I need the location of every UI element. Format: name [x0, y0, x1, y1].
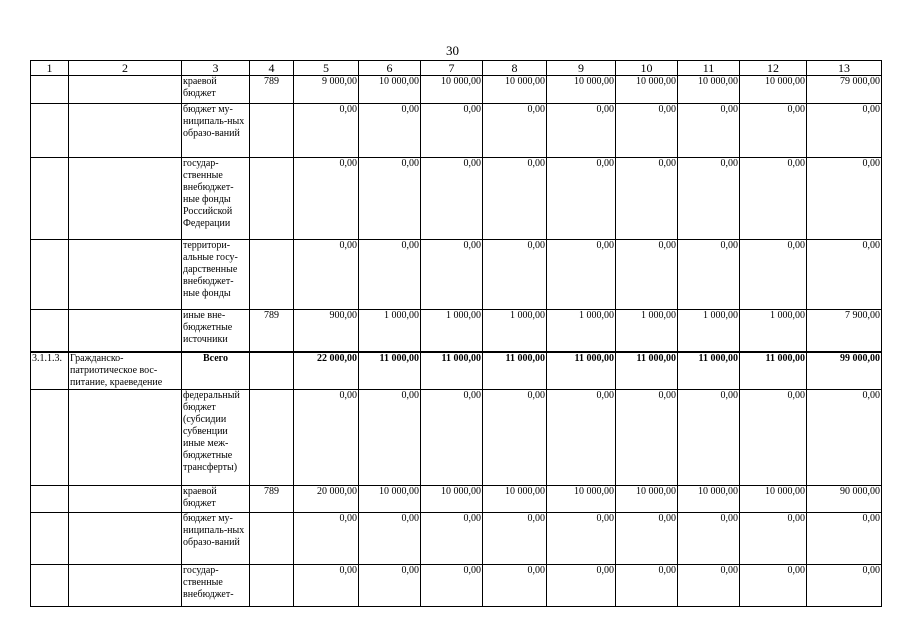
column-header: 12 [740, 61, 807, 76]
amount-cell: 0,00 [421, 512, 483, 564]
row-title-cell [69, 389, 182, 485]
amount-cell: 0,00 [483, 389, 547, 485]
table-row [31, 564, 882, 606]
amount-cell: 0,00 [678, 158, 740, 240]
amount-cell: 1 000,00 [421, 310, 483, 352]
column-header: 4 [250, 61, 294, 76]
amount-cell: 0,00 [740, 158, 807, 240]
amount-cell: 10 000,00 [740, 76, 807, 104]
amount-cell: 1 000,00 [483, 310, 547, 352]
funding-source-cell: бюджет му-ниципаль-ных образо-ваний [182, 512, 250, 564]
budget-code-cell [250, 240, 294, 310]
amount-cell: 0,00 [678, 240, 740, 310]
funding-source-cell: бюджет му-ниципаль-ных образо-ваний [182, 104, 250, 158]
amount-cell: 1 000,00 [678, 310, 740, 352]
amount-cell: 0,00 [294, 389, 359, 485]
amount-cell: 0,00 [421, 104, 483, 158]
column-header: 1 [31, 61, 69, 76]
funding-source-cell: государ-ственные внебюджет-ные фонды Российской Федерации [182, 158, 250, 240]
amount-cell: 0,00 [483, 104, 547, 158]
budget-code-cell: 789 [250, 76, 294, 104]
amount-cell: 0,00 [678, 389, 740, 485]
amount-cell: 10 000,00 [740, 485, 807, 512]
amount-cell: 0,00 [359, 240, 421, 310]
amount-cell: 0,00 [483, 512, 547, 564]
amount-cell: 0,00 [294, 512, 359, 564]
amount-cell: 0,00 [421, 389, 483, 485]
amount-cell: 0,00 [807, 104, 882, 158]
amount-cell: 10 000,00 [421, 485, 483, 512]
budget-code-cell [250, 389, 294, 485]
column-header: 6 [359, 61, 421, 76]
row-title-cell [69, 512, 182, 564]
funding-source-cell: федеральный бюджет (субсидии субвенции иные меж-бюджетные трансферты) [182, 389, 250, 485]
funding-source-cell: территори-альные госу-дарственные внебюджет-ные фонды [182, 240, 250, 310]
amount-cell: 1 000,00 [359, 310, 421, 352]
amount-cell: 11 000,00 [547, 352, 616, 390]
amount-cell: 0,00 [547, 389, 616, 485]
column-header: 8 [483, 61, 547, 76]
amount-cell: 0,00 [807, 564, 882, 606]
amount-cell: 11 000,00 [483, 352, 547, 390]
row-title-cell [69, 104, 182, 158]
column-header: 7 [421, 61, 483, 76]
amount-cell: 11 000,00 [421, 352, 483, 390]
amount-cell: 1 000,00 [740, 310, 807, 352]
funding-source-cell: государ-ственные внебюджет- [182, 564, 250, 606]
amount-cell: 10 000,00 [678, 76, 740, 104]
budget-code-cell: 789 [250, 485, 294, 512]
amount-cell: 0,00 [616, 389, 678, 485]
row-code-cell [31, 104, 69, 158]
column-header: 9 [547, 61, 616, 76]
row-code-cell [31, 158, 69, 240]
row-code-cell [31, 564, 69, 606]
funding-source-cell: иные вне-бюджетные источники [182, 310, 250, 352]
amount-cell: 0,00 [678, 512, 740, 564]
funding-source-cell: Всего [182, 352, 250, 390]
amount-cell: 0,00 [740, 104, 807, 158]
amount-cell: 0,00 [359, 512, 421, 564]
budget-code-cell [250, 158, 294, 240]
amount-cell: 0,00 [616, 240, 678, 310]
amount-cell: 0,00 [483, 158, 547, 240]
amount-cell: 10 000,00 [359, 485, 421, 512]
amount-cell: 10 000,00 [616, 485, 678, 512]
table-row [31, 104, 882, 158]
amount-cell: 0,00 [616, 512, 678, 564]
amount-cell: 79 000,00 [807, 76, 882, 104]
amount-cell: 0,00 [421, 240, 483, 310]
amount-cell: 0,00 [740, 564, 807, 606]
table-row [31, 240, 882, 310]
amount-cell: 900,00 [294, 310, 359, 352]
funding-source-cell: краевой бюджет [182, 485, 250, 512]
total-row [31, 352, 882, 390]
row-title-cell: Гражданско-патриотическое вос-питание, краеведение [69, 352, 182, 390]
amount-cell: 0,00 [740, 512, 807, 564]
amount-cell: 0,00 [547, 240, 616, 310]
row-code-cell [31, 310, 69, 352]
budget-code-cell [250, 352, 294, 390]
amount-cell: 0,00 [678, 104, 740, 158]
amount-cell: 0,00 [740, 240, 807, 310]
amount-cell: 22 000,00 [294, 352, 359, 390]
row-code-cell [31, 76, 69, 104]
amount-cell: 9 000,00 [294, 76, 359, 104]
row-code-cell [31, 240, 69, 310]
amount-cell: 0,00 [807, 512, 882, 564]
amount-cell: 11 000,00 [740, 352, 807, 390]
amount-cell: 0,00 [359, 564, 421, 606]
budget-code-cell [250, 104, 294, 158]
amount-cell: 0,00 [547, 104, 616, 158]
row-title-cell [69, 76, 182, 104]
column-header: 13 [807, 61, 882, 76]
amount-cell: 99 000,00 [807, 352, 882, 390]
amount-cell: 0,00 [547, 564, 616, 606]
amount-cell: 0,00 [483, 564, 547, 606]
amount-cell: 10 000,00 [359, 76, 421, 104]
amount-cell: 0,00 [359, 104, 421, 158]
table-row [31, 158, 882, 240]
budget-code-cell [250, 512, 294, 564]
amount-cell: 0,00 [294, 240, 359, 310]
budget-code-cell: 789 [250, 310, 294, 352]
amount-cell: 0,00 [359, 389, 421, 485]
amount-cell: 0,00 [421, 564, 483, 606]
amount-cell: 10 000,00 [483, 485, 547, 512]
amount-cell: 0,00 [740, 389, 807, 485]
amount-cell: 11 000,00 [678, 352, 740, 390]
amount-cell: 10 000,00 [421, 76, 483, 104]
amount-cell: 10 000,00 [547, 76, 616, 104]
budget-table [30, 60, 882, 607]
amount-cell: 0,00 [678, 564, 740, 606]
amount-cell: 0,00 [359, 158, 421, 240]
column-header: 11 [678, 61, 740, 76]
column-header: 2 [69, 61, 182, 76]
row-title-cell [69, 564, 182, 606]
amount-cell: 20 000,00 [294, 485, 359, 512]
amount-cell: 1 000,00 [547, 310, 616, 352]
table-row [31, 389, 882, 485]
amount-cell: 0,00 [616, 564, 678, 606]
row-title-cell [69, 158, 182, 240]
amount-cell: 0,00 [294, 564, 359, 606]
row-code-cell: 3.1.1.3. [31, 352, 69, 390]
column-header: 3 [182, 61, 250, 76]
page-number: 30 [446, 43, 459, 58]
amount-cell: 11 000,00 [359, 352, 421, 390]
row-title-cell [69, 310, 182, 352]
amount-cell: 7 900,00 [807, 310, 882, 352]
column-header: 5 [294, 61, 359, 76]
amount-cell: 0,00 [547, 512, 616, 564]
amount-cell: 10 000,00 [616, 76, 678, 104]
row-code-cell [31, 512, 69, 564]
row-title-cell [69, 240, 182, 310]
amount-cell: 0,00 [483, 240, 547, 310]
column-header: 10 [616, 61, 678, 76]
amount-cell: 10 000,00 [547, 485, 616, 512]
amount-cell: 10 000,00 [483, 76, 547, 104]
amount-cell: 0,00 [616, 158, 678, 240]
table-body [31, 76, 882, 607]
table-row [31, 76, 882, 104]
amount-cell: 0,00 [294, 158, 359, 240]
column-number-row [31, 61, 882, 76]
table-row [31, 485, 882, 512]
amount-cell: 0,00 [807, 240, 882, 310]
budget-code-cell [250, 564, 294, 606]
amount-cell: 11 000,00 [616, 352, 678, 390]
amount-cell: 0,00 [294, 104, 359, 158]
amount-cell: 1 000,00 [616, 310, 678, 352]
row-code-cell [31, 485, 69, 512]
amount-cell: 10 000,00 [678, 485, 740, 512]
row-code-cell [31, 389, 69, 485]
amount-cell: 0,00 [421, 158, 483, 240]
amount-cell: 0,00 [807, 158, 882, 240]
table-row [31, 512, 882, 564]
amount-cell: 0,00 [807, 389, 882, 485]
table-row [31, 310, 882, 352]
amount-cell: 0,00 [547, 158, 616, 240]
amount-cell: 0,00 [616, 104, 678, 158]
amount-cell: 90 000,00 [807, 485, 882, 512]
funding-source-cell: краевой бюджет [182, 76, 250, 104]
row-title-cell [69, 485, 182, 512]
